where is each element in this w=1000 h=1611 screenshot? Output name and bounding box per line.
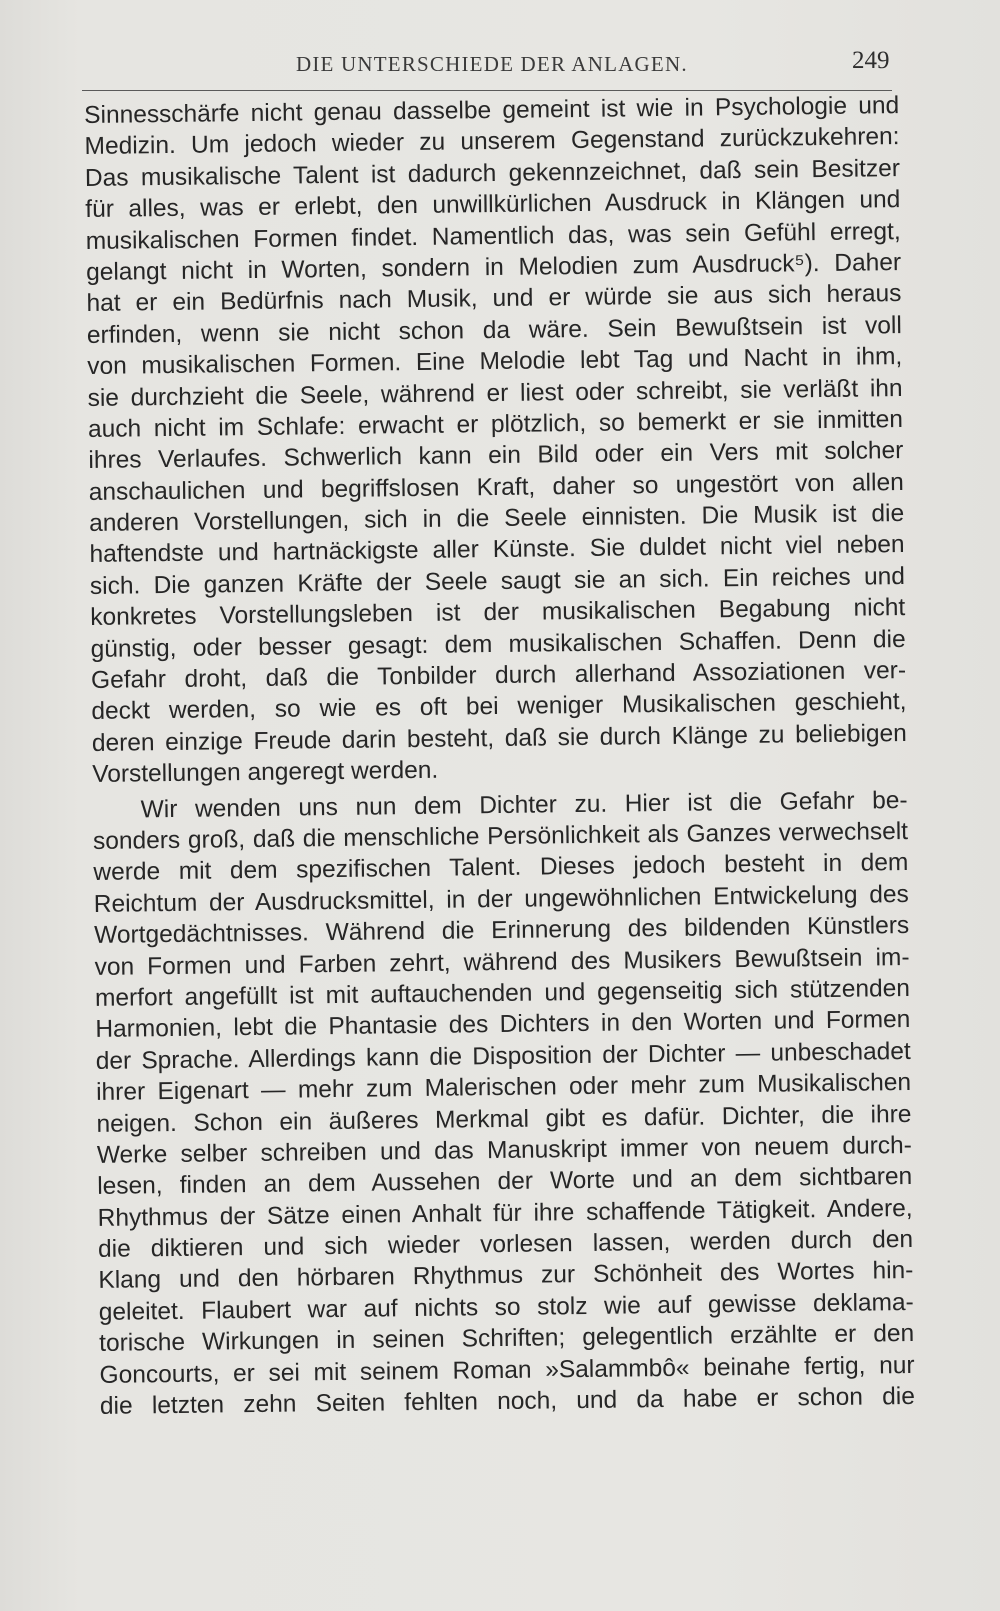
text-line: lesen, finden an dem Aussehen der Worte und an dem sichtbaren [97, 1163, 913, 1201]
text-line: deren einzige Freude darin besteht, daß sie durch Klänge zu beliebigen [91, 719, 907, 757]
paragraph-1 [84, 90, 907, 790]
text-line: Goncourts, er sei mit seinem Roman »Salammbô« beinahe fertig, nur [99, 1351, 915, 1389]
text-line: Sinnesschärfe nicht genau dasselbe gemeint ist wie in Psychologie und [84, 92, 900, 129]
running-head [0, 46, 1000, 86]
text-line: hat er ein Bedürfnis nach Musik, und er würde sie aus sich heraus [86, 280, 902, 318]
text-line: sie durchzieht die Seele, während er liest oder schreibt, sie verläßt ihn [87, 374, 903, 412]
text-line: Medizin. Um jedoch wieder zu unserem Gegenstand zurückzukehren: [84, 123, 900, 161]
text-line: Rhythmus der Sätze einen Anhalt für ihre schaffende Tätigkeit. Andere, [97, 1194, 913, 1232]
text-line: Reichtum der Ausdrucksmittel, in der ungewöhnlichen Entwickelung des [93, 880, 909, 918]
text-line: Gefahr droht, daß die Tonbilder durch allerhand Assoziationen ver- [90, 657, 907, 694]
text-line: der Sprache. Allerdings kann die Disposition der Dichter — unbeschadet [95, 1037, 911, 1075]
text-line: deckt werden, so wie es oft bei weniger Musikalischen geschieht, [91, 688, 907, 726]
text-line: werde mit dem spezifischen Talent. Dieses jedoch besteht in dem [93, 849, 909, 887]
text-line: günstig, oder besser gesagt: dem musikalischen Schaffen. Denn die [90, 625, 906, 663]
page-number: 249 [852, 47, 890, 74]
text-line: Wir wenden uns nun dem Dichter zu. Hier ist die Gefahr be- [140, 786, 908, 823]
chapter-title: DIE UNTERSCHIEDE DER ANLAGEN. [296, 52, 688, 76]
text-line: konkretes Vorstellungsleben ist der musikalischen Begabung nicht [90, 594, 906, 632]
text-line: von Formen und Farben zehrt, während des Musikers Bewußtsein im- [94, 943, 910, 981]
text-line: musikalischen Formen findet. Namentlich das, was sein Gefühl erregt, [85, 217, 901, 255]
text-line: Harmonien, lebt die Phantasie des Dichters in den Worten und Formen [95, 1006, 911, 1044]
text-line: die letzten zehn Seiten fehlten noch, und da habe er schon die [99, 1382, 916, 1420]
text-line: die diktieren und sich wieder vorlesen lassen, werden durch den [97, 1226, 914, 1263]
text-line: auch nicht im Schlafe: erwacht er plötzlich, so bemerkt er sie inmitten [87, 405, 904, 443]
text-line: Vorstellungen angeregt werden. [92, 756, 439, 789]
text-line: erfinden, wenn sie nicht schon da wäre. Sein Bewußtsein ist voll [86, 311, 902, 349]
text-line: gelangt nicht in Worten, sondern in Melodien zum Ausdruck⁵). Daher [85, 248, 902, 286]
text-line: merfort angefüllt ist mit auftauchenden und gegenseitig sich stützenden [94, 974, 911, 1012]
text-line: torische Wirkungen in seinen Schriften; gelegentlich erzählte er den [99, 1320, 915, 1358]
text-line: geleitet. Flaubert war auf nichts so stolz wie auf gewisse deklama- [98, 1288, 914, 1326]
text-line: ihres Verlaufes. Schwerlich kann ein Bild oder ein Vers mit solcher [88, 437, 904, 475]
text-line: Das musikalische Talent ist dadurch gekennzeichnet, daß sein Besitzer [84, 154, 901, 192]
text-line: für alles, was er erlebt, den unwillkürlichen Ausdruck in Klängen und [85, 186, 901, 224]
text-line: Werke selber schreiben und das Manuskript immer von neuem durch- [96, 1131, 912, 1169]
text-line: sich. Die ganzen Kräfte der Seele saugt sie an sich. Ein reiches und [89, 562, 906, 600]
text-line: ihrer Eigenart — mehr zum Malerischen oder mehr zum Musikalischen [95, 1069, 912, 1107]
text-line: neigen. Schon ein äußeres Merkmal gibt es dafür. Dichter, die ihre [96, 1100, 912, 1138]
text-line: anschaulichen und begriffslosen Kraft, daher so ungestört von allen [88, 468, 904, 506]
text-line: Wortgedächtnisses. Während die Erinnerung des bildenden Künstlers [94, 912, 910, 950]
text-line: von musikalischen Formen. Eine Melodie lebt Tag und Nacht in ihm, [87, 343, 903, 381]
text-line: Klang und den hörbaren Rhythmus zur Schönheit des Wortes hin- [98, 1257, 914, 1295]
text-line: haftendste und hartnäckigste aller Künste. Sie duldet nicht viel neben [89, 531, 905, 569]
paragraph-2 [92, 785, 915, 1423]
text-line: anderen Vorstellungen, sich in die Seele einnisten. Die Musik ist die [89, 500, 905, 538]
text-line: sonders groß, daß die menschliche Persönlichkeit als Ganzes verwechselt [92, 817, 909, 855]
body-text [84, 90, 915, 1422]
